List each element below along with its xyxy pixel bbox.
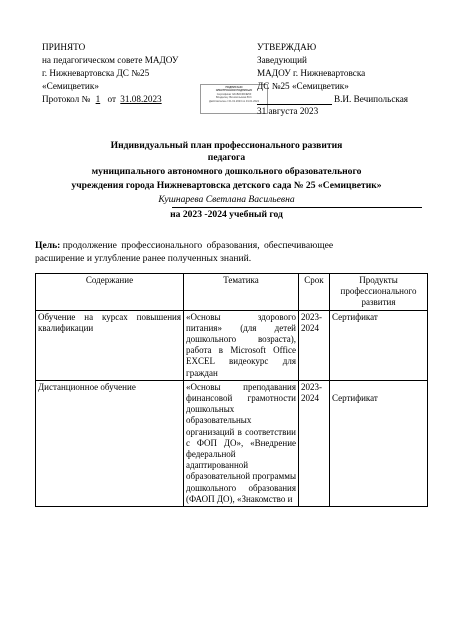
academic-year: на 2023 -2024 учебный год	[170, 209, 283, 220]
stamp-line: ЭЛЕКТРОННОЙ ПОДПИСЬЮ	[215, 89, 253, 93]
protocol-from: от	[107, 94, 116, 104]
title-rule	[172, 207, 422, 208]
cell-term: 2023-2024	[299, 380, 330, 506]
cell-topic: «Основы здорового питания» (для детей дошкольного возраста), работа в Microsoft Office EXCEL видеокурс для граждан	[184, 310, 299, 380]
protocol-prefix: Протокол №	[42, 94, 91, 104]
header-term: Срок	[299, 274, 330, 311]
cell-content: Дистанционное обучение	[36, 380, 184, 506]
stamp-line: Владелец: Вечипольская В.И.	[215, 96, 253, 100]
signature-line	[257, 104, 332, 105]
cell-content: Обучение на курсах повышения квалификации	[36, 310, 184, 380]
approve-heading: УТВЕРЖДАЮ	[257, 42, 317, 52]
cell-term: 2023-2024	[299, 310, 330, 380]
protocol-date: 31.08.2023	[120, 94, 162, 104]
accepted-line-council: на педагогическом совете МАДОУ	[42, 55, 179, 65]
plan-title: Индивидуальный план профессионального развития	[110, 140, 343, 151]
plan-title-subject: педагога	[207, 152, 246, 163]
goal-text-2: расширение и углубление ранее полученных знаний.	[35, 253, 252, 264]
stamp-line: Сертификат 0A1B2C3D4E5F	[216, 92, 252, 96]
cell-topic: «Основы преподавания финансовой грамотности дошкольных образовательных организаций в соответствии с ФОП ДО», «Внедрение федеральной адаптированной образовательной программы дошкольного образования (ФАОП ДО), «Знакомство и	[184, 380, 299, 506]
approve-signer: В.И. Вечипольская	[334, 94, 409, 104]
cell-product: Сертификат	[330, 380, 428, 506]
approve-line-ds: ДС №25 «Семицветик»	[257, 81, 349, 91]
plan-title-org: муниципального автономного дошкольного образовательного	[91, 166, 362, 177]
protocol-line	[42, 94, 162, 105]
stamp-line: ПОДПИСАНО	[225, 86, 243, 89]
goal-text-1: продолжение профессионального образования, обеспечивающее	[62, 240, 334, 251]
header-content: Содержание	[36, 274, 184, 311]
stamp-line: Действителен с 01.01.2023 по 01.01.2024	[209, 99, 259, 103]
table-header-row	[36, 274, 428, 311]
header-topic: Тематика	[184, 274, 299, 311]
plan-title-org-city: учреждения города Нижневартовска детского сада № 25 «Семицветик»	[71, 180, 382, 191]
header-products: Продукты профессионального развития	[330, 274, 428, 311]
protocol-number: 1	[95, 94, 101, 104]
table-row	[36, 310, 428, 380]
teacher-name: Кушнарева Светлана Васильевна	[158, 194, 295, 205]
approve-line-org: МАДОУ г. Нижневартовска	[257, 68, 366, 78]
plan-table	[35, 273, 428, 507]
cell-product: Сертификат	[330, 310, 428, 380]
accepted-line-org: «Семицветик»	[42, 81, 99, 91]
goal-label: Цель:	[35, 240, 61, 251]
accepted-line-city: г. Нижневартовска ДС №25	[42, 68, 150, 78]
accepted-heading: ПРИНЯТО	[42, 42, 86, 52]
table-row	[36, 380, 428, 506]
approve-date: 31 августа 2023	[257, 106, 319, 116]
goal-line-1	[35, 240, 333, 252]
approve-line-position: Заведующий	[257, 55, 307, 65]
